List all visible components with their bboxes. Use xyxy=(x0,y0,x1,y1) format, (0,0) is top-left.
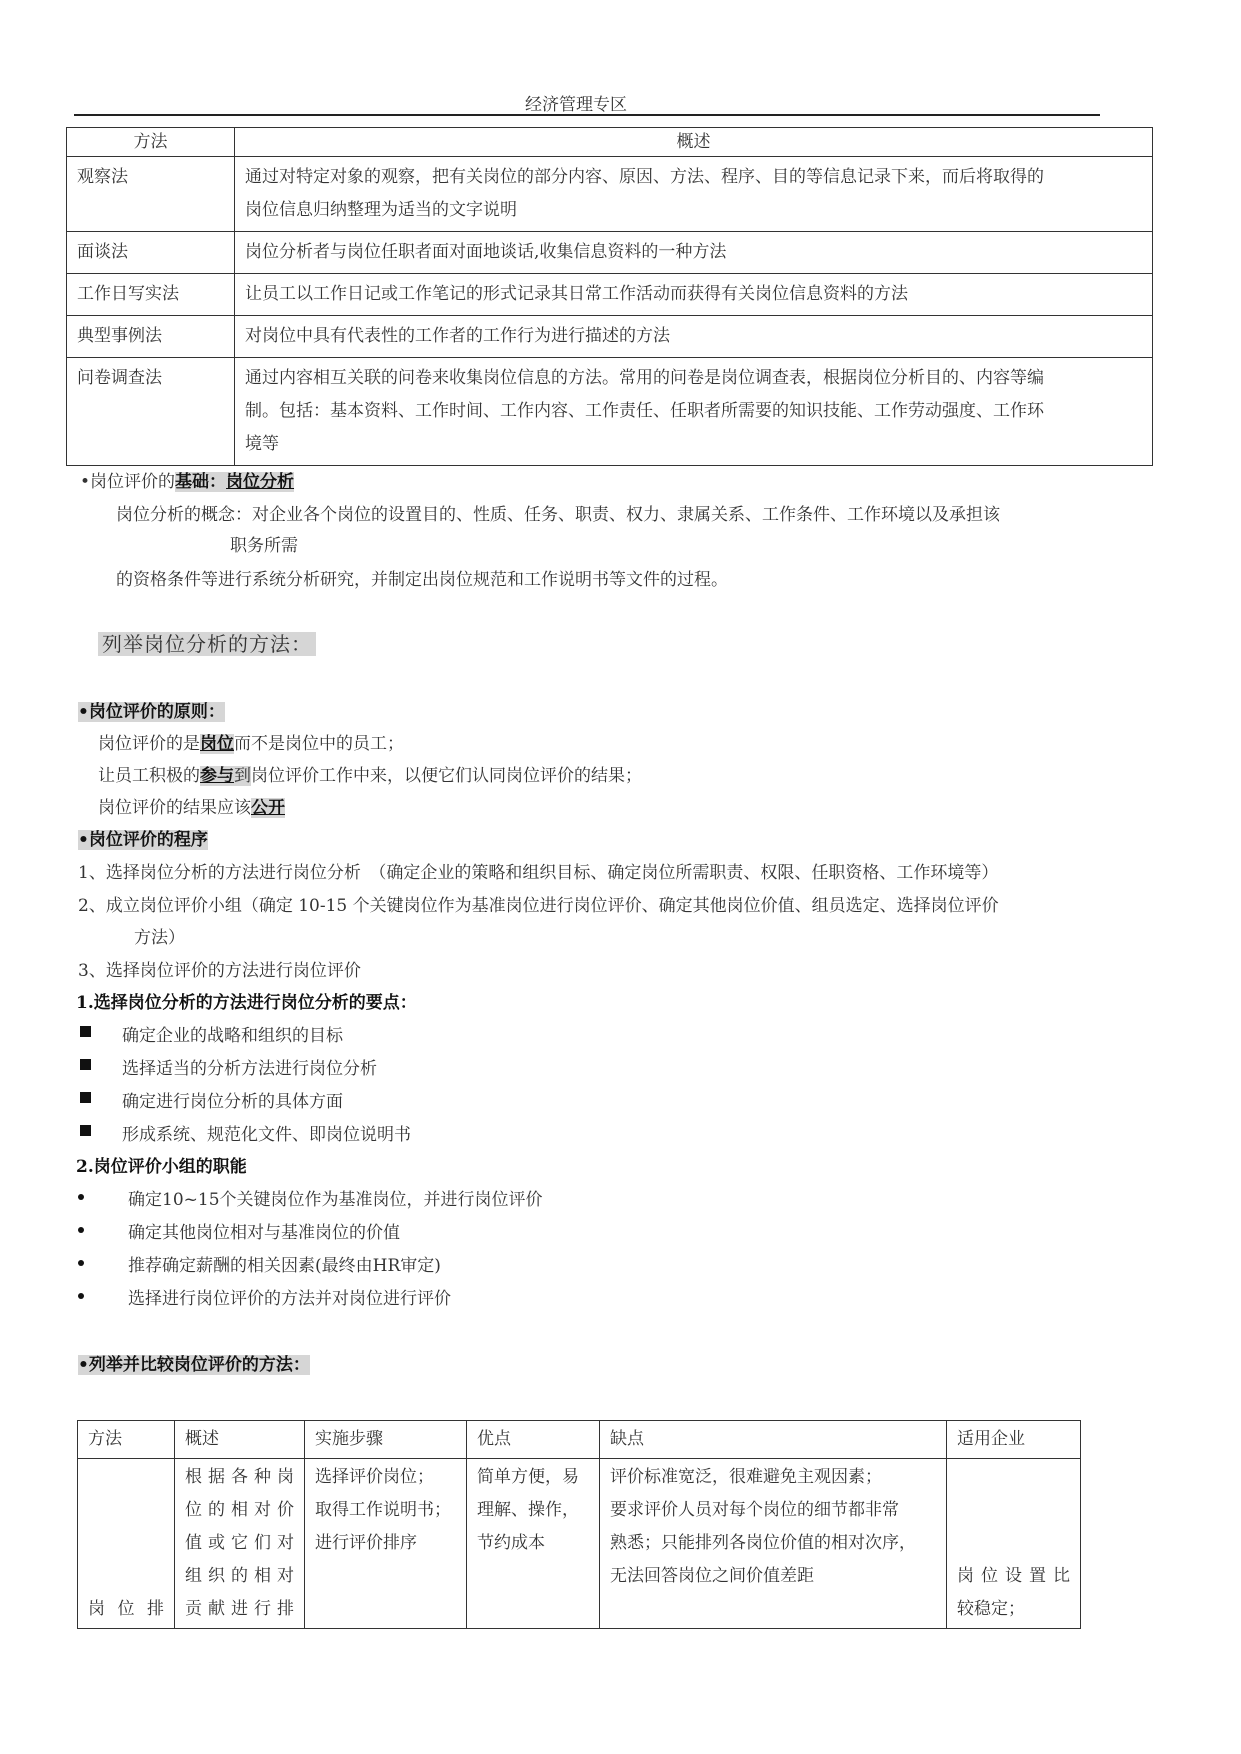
header-pros: 优点 xyxy=(467,1421,600,1459)
pros-cell: 简单方便，易 理解、操作， 节约成本 xyxy=(467,1459,600,1629)
header-overview: 概述 xyxy=(235,128,1153,157)
dot-bullet-icon xyxy=(78,1260,84,1266)
procedure-step-1: 1、选择岗位分析的方法进行岗位分析 （确定企业的策略和组织目标、确定岗位所需职责、权限、任职资格、工作环境等） xyxy=(78,863,999,883)
group-functions-heading: 2.岗位评价小组的职能 xyxy=(76,1157,247,1177)
method-cell: 岗 位 排 xyxy=(78,1459,175,1629)
basis-line: •岗位评价的基础：岗位分析 xyxy=(80,472,295,492)
table-row xyxy=(78,1459,1081,1629)
method-cell: 面谈法 xyxy=(67,232,235,274)
square-bullet-icon xyxy=(80,1026,91,1037)
principles-heading: •岗位评价的原则： xyxy=(78,702,225,722)
group-function: 选择进行岗位评价的方法并对岗位进行评价 xyxy=(128,1289,451,1309)
desc-cell: 岗位分析者与岗位任职者面对面地谈话,收集信息资料的一种方法 xyxy=(235,232,1153,274)
table-header-row xyxy=(67,128,1153,157)
square-bullet-icon xyxy=(80,1125,91,1136)
desc-cell: 通过对特定对象的观察，把有关岗位的部分内容、原因、方法、程序、目的等信息记录下来，而后将取得的 岗位信息归纳整理为适当的文字说明 xyxy=(235,157,1153,232)
dot-bullet-icon xyxy=(78,1227,84,1233)
suitable-cell: 岗位设置比 较稳定； xyxy=(947,1459,1081,1629)
procedure-heading: •岗位评价的程序 xyxy=(78,830,208,850)
desc-cell: 对岗位中具有代表性的工作者的工作行为进行描述的方法 xyxy=(235,316,1153,358)
dot-bullet-icon xyxy=(78,1194,84,1200)
job-analysis-methods-table xyxy=(66,127,1153,466)
table-header-row xyxy=(78,1421,1081,1459)
concept-line-1: 岗位分析的概念：对企业各个岗位的设置目的、性质、任务、职责、权力、隶属关系、工作条件、工作环境以及承担该 xyxy=(116,505,1000,525)
header-suitable: 适用企业 xyxy=(947,1421,1081,1459)
principle-3: 岗位评价的结果应该公开 xyxy=(98,798,285,818)
method-cell: 观察法 xyxy=(67,157,235,232)
method-cell: 典型事例法 xyxy=(67,316,235,358)
dot-bullet-icon xyxy=(78,1293,84,1299)
header-overview: 概述 xyxy=(175,1421,305,1459)
list-methods-heading: 列举岗位分析的方法： xyxy=(98,628,316,657)
square-bullet-icon xyxy=(80,1092,91,1103)
procedure-step-2-cont: 方法） xyxy=(134,928,185,948)
key-points-heading: 1.选择岗位分析的方法进行岗位分析的要点： xyxy=(76,993,417,1013)
concept-line-2: 职务所需 xyxy=(230,536,298,556)
overview-cell: 根据各种岗 位的相对价 值或它们对 组织的相对 贡献进行排 xyxy=(175,1459,305,1629)
key-point: 形成系统、规范化文件、即岗位说明书 xyxy=(122,1125,411,1145)
job-evaluation-compare-table xyxy=(77,1420,1081,1629)
square-bullet-icon xyxy=(80,1059,91,1070)
table-row xyxy=(67,232,1153,274)
cons-cell: 评价标准宽泛，很难避免主观因素； 要求评价人员对每个岗位的细节都非常 熟悉；只能排列各岗位价值的相对次序， 无法回答岗位之间价值差距 xyxy=(600,1459,947,1629)
header-method: 方法 xyxy=(78,1421,175,1459)
desc-cell: 让员工以工作日记或工作笔记的形式记录其日常工作活动而获得有关岗位信息资料的方法 xyxy=(235,274,1153,316)
header-title: 经济管理专区 xyxy=(525,95,627,115)
method-cell: 问卷调查法 xyxy=(67,358,235,466)
method-cell: 工作日写实法 xyxy=(67,274,235,316)
table-row xyxy=(67,157,1153,232)
principle-1: 岗位评价的是岗位而不是岗位中的员工； xyxy=(98,734,404,754)
key-point: 选择适当的分析方法进行岗位分析 xyxy=(122,1059,377,1079)
group-function: 推荐确定薪酬的相关因素(最终由HR审定) xyxy=(128,1256,441,1276)
procedure-step-2: 2、成立岗位评价小组（确定 10-15 个关键岗位作为基准岗位进行岗位评价、确定其他岗位价值、组员选定、选择岗位评价 xyxy=(78,896,999,916)
table-row xyxy=(67,316,1153,358)
key-point: 确定进行岗位分析的具体方面 xyxy=(122,1092,343,1112)
header-cons: 缺点 xyxy=(600,1421,947,1459)
group-function: 确定10~15个关键岗位作为基准岗位，并进行岗位评价 xyxy=(128,1190,543,1210)
steps-cell: 选择评价岗位； 取得工作说明书； 进行评价排序 xyxy=(305,1459,467,1629)
group-function: 确定其他岗位相对与基准岗位的价值 xyxy=(128,1223,400,1243)
header-method: 方法 xyxy=(67,128,235,157)
key-point: 确定企业的战略和组织的目标 xyxy=(122,1026,343,1046)
desc-cell: 通过内容相互关联的问卷来收集岗位信息的方法。常用的问卷是岗位调查表，根据岗位分析目的、内容等编 制。包括：基本资料、工作时间、工作内容、工作责任、任职者所需要的知识技能、工作劳动强度、工作环 境等 xyxy=(235,358,1153,466)
header-rule xyxy=(74,114,1100,116)
compare-heading: •列举并比较岗位评价的方法： xyxy=(78,1355,310,1375)
table-row xyxy=(67,274,1153,316)
principle-2: 让员工积极的参与到岗位评价工作中来，以便它们认同岗位评价的结果； xyxy=(98,766,642,786)
procedure-step-3: 3、选择岗位评价的方法进行岗位评价 xyxy=(78,961,361,981)
table-row xyxy=(67,358,1153,466)
concept-line-3: 的资格条件等进行系统分析研究，并制定出岗位规范和工作说明书等文件的过程。 xyxy=(116,570,728,590)
header-steps: 实施步骤 xyxy=(305,1421,467,1459)
